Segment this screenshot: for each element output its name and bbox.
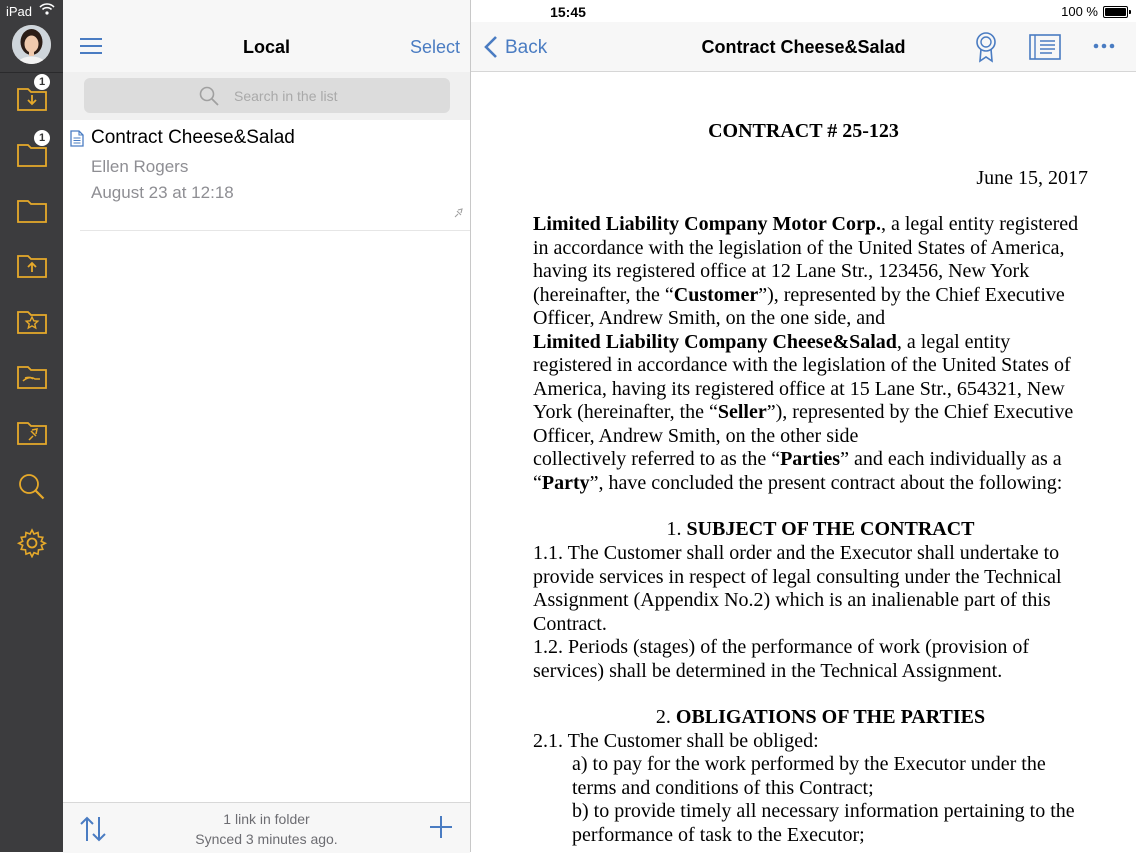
section-line: terms and conditions of this Contract; bbox=[572, 776, 874, 799]
list-title: Local bbox=[242, 37, 290, 57]
select-button[interactable]: Select bbox=[409, 37, 460, 57]
item-title: Contract Cheese&Salad bbox=[91, 127, 295, 148]
search-bar bbox=[63, 72, 470, 120]
outbox-badge: 1 bbox=[34, 130, 50, 146]
document-list bbox=[63, 120, 470, 802]
preamble-text: ”), represented by the Chief Executive bbox=[766, 401, 1074, 423]
document-header bbox=[471, 22, 1136, 72]
preamble-line bbox=[533, 472, 1093, 496]
back-label: Back bbox=[505, 37, 548, 58]
item-date: August 23 at 12:18 bbox=[91, 183, 234, 202]
list-footer bbox=[63, 802, 470, 853]
folder-icon bbox=[16, 195, 48, 225]
preamble-line: America, having its registered office at 15 Lane Str., 654321, New bbox=[533, 377, 1065, 400]
rail-pinned-folder[interactable] bbox=[16, 417, 48, 447]
preamble-line bbox=[533, 448, 1093, 472]
company-2: Limited Liability Company Cheese&Salad bbox=[533, 330, 897, 353]
section-line: 1.1. The Customer shall order and the Executor shall undertake to bbox=[533, 542, 1060, 564]
preamble-line bbox=[533, 401, 1093, 425]
preamble-line: having its registered office at 12 Lane Str., 123456, New York bbox=[533, 260, 1030, 282]
chevron-left-icon bbox=[483, 35, 499, 59]
footer-sync-time: Synced 3 minutes ago. bbox=[195, 831, 338, 847]
preamble-text: ”), represented by the Chief Executive bbox=[758, 283, 1065, 306]
rail-local-folder[interactable] bbox=[16, 195, 48, 225]
term-party: Party bbox=[541, 471, 590, 494]
company-1: Limited Liability Company Motor Corp. bbox=[533, 213, 881, 235]
section-line: a) to pay for the work performed by the Executor under the bbox=[572, 753, 1046, 775]
battery-fill bbox=[1105, 8, 1126, 16]
rail-outbox-folder[interactable] bbox=[16, 132, 48, 169]
document-viewer[interactable] bbox=[471, 72, 1136, 852]
inbox-badge: 1 bbox=[34, 74, 50, 90]
section-number: 2. bbox=[655, 706, 676, 728]
clock: 15:45 bbox=[550, 4, 586, 20]
folder-upload-icon bbox=[16, 250, 48, 280]
folder-star-icon bbox=[16, 306, 48, 336]
rail-inbox-folder[interactable] bbox=[16, 76, 48, 113]
gear-icon bbox=[16, 528, 48, 558]
section-title: SUBJECT OF THE CONTRACT bbox=[686, 518, 975, 540]
carrier-label: iPad bbox=[6, 4, 33, 19]
contract-preamble bbox=[533, 213, 1093, 495]
folder-hand-icon bbox=[16, 361, 48, 391]
preamble-text: , a legal entity registered bbox=[880, 213, 1079, 235]
section-1-heading bbox=[533, 518, 1108, 542]
preamble-text: collectively referred to as the “ bbox=[533, 448, 781, 470]
section-2-intro: 2.1. The Customer shall be obliged: bbox=[533, 730, 819, 752]
battery-cap bbox=[1129, 10, 1131, 14]
search-input[interactable] bbox=[84, 78, 450, 113]
battery-percent: 100 % bbox=[1061, 4, 1098, 19]
rail-upload-folder[interactable] bbox=[16, 250, 48, 280]
left-rail bbox=[0, 0, 63, 852]
preamble-line: Officer, Andrew Smith, on the one side, and bbox=[533, 307, 886, 329]
preamble-line: registered in accordance with the legislation of the United States of bbox=[533, 354, 1071, 376]
preamble-line bbox=[533, 213, 1093, 237]
section-title: OBLIGATIONS OF THE PARTIES bbox=[675, 706, 986, 728]
section-line: services) shall be determined in the Technical Assignment. bbox=[533, 659, 1003, 682]
preamble-text: ”, have concluded the present contract about the following: bbox=[589, 471, 1063, 494]
section-line: Assignment (Appendix No.2) which is an inalienable part of this bbox=[533, 589, 1051, 611]
award-icon[interactable] bbox=[973, 31, 999, 63]
list-item[interactable] bbox=[63, 120, 470, 230]
preamble-text: York (hereinafter, the “ bbox=[533, 401, 718, 423]
item-divider bbox=[80, 230, 470, 231]
search-icon bbox=[16, 472, 48, 502]
battery-icon bbox=[1103, 6, 1128, 18]
rail-divider bbox=[0, 72, 63, 73]
status-bar bbox=[0, 0, 1136, 22]
preamble-line bbox=[533, 331, 1093, 355]
document-outline-icon[interactable] bbox=[1029, 34, 1061, 60]
section-line: provide services in respect of legal consulting under the Technical bbox=[533, 565, 1062, 588]
document-title: Contract Cheese&Salad bbox=[701, 37, 906, 57]
preamble-line bbox=[533, 284, 1093, 308]
term-seller: Seller bbox=[717, 401, 767, 423]
preamble-text: , a legal entity bbox=[896, 330, 1011, 353]
section-line: 1.2. Periods (stages) of the performance of work (provision of bbox=[533, 636, 1029, 658]
section-line: b) to provide timely all necessary information pertaining to the bbox=[572, 800, 1075, 822]
pin-icon bbox=[454, 208, 464, 218]
rail-search[interactable] bbox=[16, 472, 48, 502]
folder-pin-icon bbox=[16, 417, 48, 447]
preamble-text: (hereinafter, the “ bbox=[533, 283, 674, 306]
term-parties: Parties bbox=[780, 448, 841, 470]
rail-favorites-folder[interactable] bbox=[16, 306, 48, 336]
contract-date: June 15, 2017 bbox=[976, 167, 1088, 189]
footer-link-count: 1 link in folder bbox=[223, 811, 310, 827]
search-placeholder: Search in the list bbox=[234, 88, 338, 104]
preamble-text: ” and each individually as a bbox=[840, 448, 1062, 470]
section-1-body bbox=[533, 542, 1093, 683]
more-icon[interactable] bbox=[1093, 43, 1115, 49]
document-icon bbox=[70, 130, 84, 147]
add-icon[interactable] bbox=[429, 815, 453, 839]
contract-heading: CONTRACT # 25-123 bbox=[708, 120, 899, 142]
item-author: Ellen Rogers bbox=[91, 157, 189, 176]
rail-shared-folder[interactable] bbox=[16, 361, 48, 391]
search-icon bbox=[199, 86, 219, 106]
preamble-line: in accordance with the legislation of the United States of America, bbox=[533, 236, 1065, 259]
section-number: 1. bbox=[666, 518, 687, 540]
preamble-line: Officer, Andrew Smith, on the other side bbox=[533, 424, 859, 447]
section-line: performance of task to the Executor; bbox=[572, 823, 865, 846]
section-2-list bbox=[572, 753, 1102, 847]
rail-settings[interactable] bbox=[16, 528, 48, 558]
section-line: Contract. bbox=[533, 612, 607, 635]
document-list-panel bbox=[63, 0, 470, 852]
term-customer: Customer bbox=[673, 283, 759, 306]
preamble-text: “ bbox=[533, 471, 542, 494]
section-2-heading bbox=[533, 706, 1108, 730]
list-header bbox=[63, 22, 470, 72]
sync-status bbox=[63, 809, 470, 849]
avatar[interactable] bbox=[12, 25, 51, 64]
